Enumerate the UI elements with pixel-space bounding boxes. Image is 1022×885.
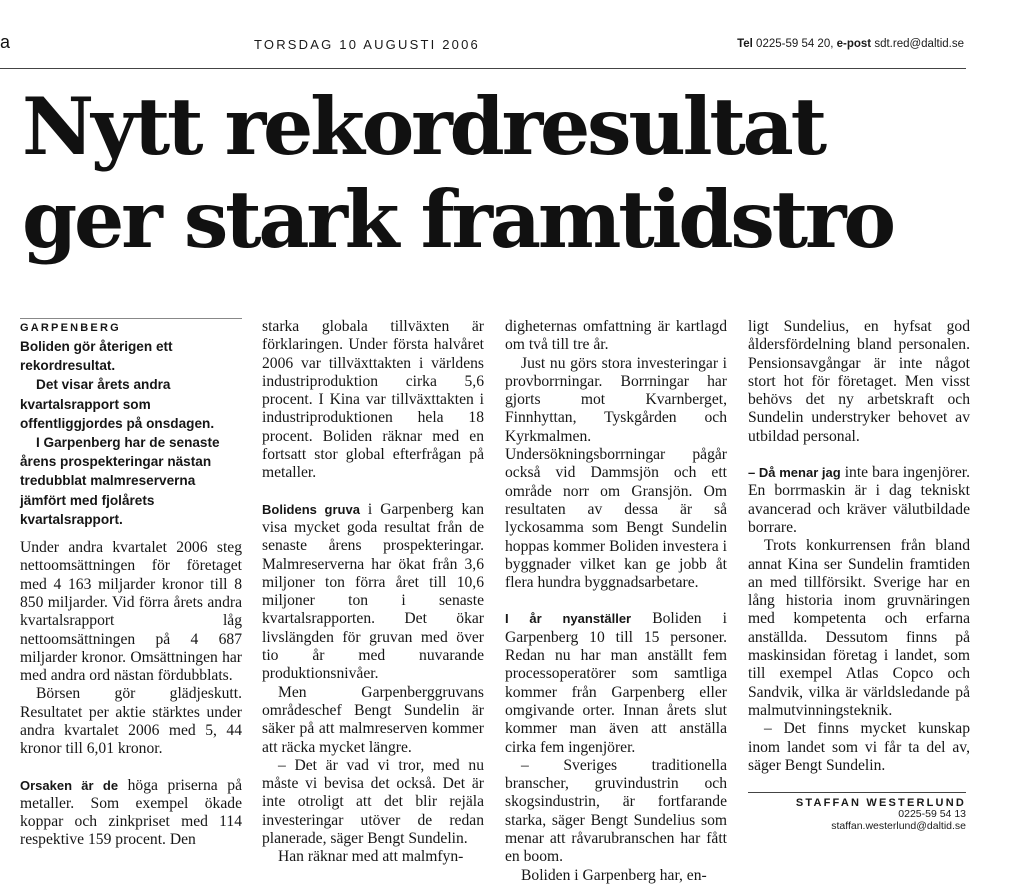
headline (22, 80, 982, 266)
byline (748, 797, 966, 832)
byline-name: STAFFAN WESTERLUND (795, 797, 966, 809)
byline-email: staffan.westerlund@daltid.se (831, 819, 966, 832)
email-label: e-post (836, 38, 872, 50)
ingress-paragraph: Boliden gör återigen ett rekordresultat. (20, 339, 173, 374)
email-address: sdt.red@daltid.se (874, 38, 964, 50)
body-paragraph: digheternas omfattning är kartlagd om två till tre år. (505, 318, 727, 354)
ingress (20, 337, 242, 529)
body-paragraph: Men Garpenberggruvans områdeschef Bengt Sundelin är säker på att malmreserven kommer att räcka mycket längre. (262, 683, 484, 756)
body-paragraph: Trots konkurrensen från bland annat Kina ser Sundelin framtiden an med tillförsikt. Sverige har en lång historia inom gruvnäringen med kompetenta och erfarna anställda. Dessutom finns på maskinsidan företag i landet, som till exempel Atlas Copco och Sandvik, vilka är världsledande på malmutvinningsteknik. (748, 537, 970, 719)
body-paragraph: Just nu görs stora investeringar i provborrningar. Borrningar har gjorts mot Kvarnberget, Finnhyttan, Tyskgården och Kyrkmalmen. Undersökningsborrningar pågår också vid Dammsjön och ett område norr om Gransjön. Om resultaten av dessa är så lyckosamma som Bengt Sundelin hoppas kommer Boliden investera i byggnader vilket kan ge jobb åt flera hundra byggnadsarbetare. (505, 354, 727, 592)
article-column-3 (505, 318, 727, 884)
body-paragraph: starka globala tillväxten är förklaringen. Under första halvåret 2006 var tillväxttakten i världens industriproduktion cirka 5,6 procent. I Kina var tillväxttakten i industriproduktionen hela 18 procent. Boliden räknar med en fortsatt stor global efterfrågan på metaller. (262, 318, 484, 482)
issue-date: TORSDAG 10 AUGUSTI 2006 (254, 37, 480, 52)
body-paragraph: I år nyanställer Boliden i Garpenberg 10 till 15 personer. Redan nu har man anställt fem processoperatörer som samtliga kommer från Garpenberg eller omgivande orter. Innan årets slut kommer man även att anställa cirka fem ingenjörer. (505, 610, 727, 756)
subhead-lead: Bolidens gruva (262, 501, 360, 517)
page-edge-letter: a (0, 32, 11, 52)
body-paragraph: Orsaken är de höga priserna på metaller. Som exempel ökade koppar och zinkpriset med 114 respektive 159 procent. Den (20, 776, 242, 849)
body-paragraph: – Det är vad vi tror, med nu måste vi bevisa det också. Det är inte otroligt att det blir rejäla investeringar utöver de redan planerade, säger Bengt Sundelin. (262, 756, 484, 848)
subhead-lead: – Då menar jag (748, 465, 841, 481)
article-column-1 (20, 318, 242, 849)
body-paragraph: – Då menar jag inte bara ingenjörer. En borrmaskin är i dag tekniskt avancerad och kräver välutbildade borrare. (748, 464, 970, 536)
header-rule (0, 68, 966, 69)
tel-number: 0225-59 54 20, (756, 38, 834, 50)
article-column-2 (262, 318, 484, 866)
byline-phone: 0225-59 54 13 (898, 808, 966, 820)
editorial-contact (737, 38, 964, 50)
tel-label: Tel (737, 38, 753, 50)
body-paragraph: Under andra kvartalet 2006 steg nettoomsättningen för företaget med 4 163 miljarder kronor till 8 850 miljarder. Vid förra årets andra kvartalsrapport låg nettoomsättningen på 4 687 miljarder kronor. Omsättningen har med andra ord nästan fördubblats. (20, 539, 242, 685)
body-paragraph: Börsen gör glädjeskutt. Resultatet per aktie stärktes under andra kvartalet 2006 med 5, 44 kronor till 6,01 kronor. (20, 685, 242, 758)
byline-rule (748, 792, 966, 793)
body-paragraph: ligt Sundelius, en hyfsat god åldersfördelning bland personalen. Pensionsavgångar är inte något stort hot för företaget. Men visst behövs det ny arbetskraft och Sundelin understryker behovet av utbildad personal. (748, 318, 970, 445)
article-column-4 (748, 318, 970, 774)
ingress-paragraph: Det visar årets andra kvartalsrapport som offentliggjordes på onsdagen. (20, 377, 215, 431)
body-paragraph: Han räknar med att malmfyn- (278, 848, 464, 866)
kicker: GARPENBERG (20, 318, 242, 334)
headline-line-1: Nytt rekordresultat (22, 80, 824, 173)
body-paragraph: – Det finns mycket kunskap inom landet som vi får ta del av, säger Bengt Sundelin. (748, 720, 970, 774)
subhead-lead: I år nyanställer (505, 611, 632, 627)
subhead-lead: Orsaken är de (20, 777, 119, 793)
body-paragraph: Boliden i Garpenberg har, en- (521, 866, 707, 884)
body-paragraph: – Sveriges traditionella branscher, gruvindustrin och skogsindustrin, är fortfarande starka, säger Bengt Sundelius som menar att råvarubranschen har fått en boom. (505, 756, 727, 866)
headline-line-2: ger stark framtidstro (22, 173, 893, 266)
body-paragraph: Bolidens gruva i Garpenberg kan visa mycket goda resultat från de senaste årens prospekteringar. Malmreserverna har ökat från 3,6 miljoner ton förra året till 10,6 miljoner ton i senaste kvartalsrapporten. Det ökar livslängden för gruvan med över tio år med nuvarande produktionsnivåer. (262, 500, 484, 683)
ingress-paragraph: I Garpenberg har de senaste årens prospekteringar nästan tredubblat malmreserverna jämfört med fjolårets kvartalsrapport. (20, 435, 220, 527)
